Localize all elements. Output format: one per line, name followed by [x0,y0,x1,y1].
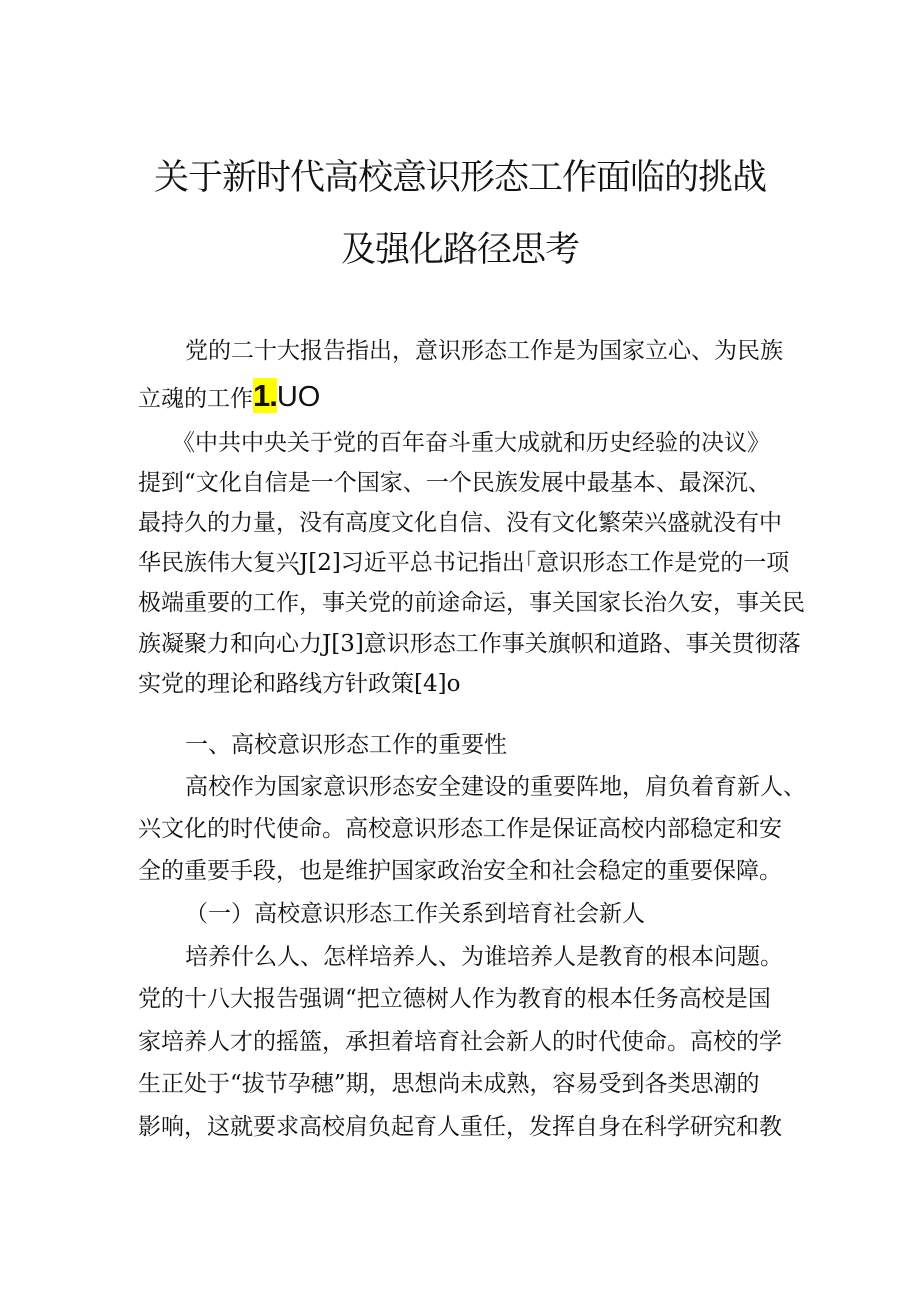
body-line-6: 华民族伟大复兴J[2]习近平总书记指出｢意识形态工作是党的一项 [138,550,790,576]
body-line-2-text: 立魂的工作 [138,386,253,412]
body-line-12: 全的重要手段，也是维护国家政治安全和社会稳定的重要保障。 [138,858,782,884]
body-line-15: 家培养人才的摇篮，承担着培育社会新人的时代使命。高校的学 [138,1029,782,1055]
body-line-13: 培养什么人、怎样培养人、为谁培养人是教育的根本问题。 [185,944,783,970]
body-line-16: 生正处于“拔节孕穗”期，思想尚未成熟，容易受到各类思潮的 [138,1071,760,1097]
highlighted-footnote: 1. [253,378,277,413]
body-line-10: 高校作为国家意识形态安全建设的重要阵地，肩负着育新人、 [185,774,806,800]
body-line-7: 极端重要的工作，事关党的前途命运，事关国家长治久安，事关民 [138,590,805,616]
body-line-2 [138,378,798,414]
body-line-1: 党的二十大报告指出，意识形态工作是为国家立心、为民族 [185,338,783,364]
body-line-5: 最持久的力量，没有高度文化自信、没有文化繁荣兴盛就没有中 [138,510,782,536]
body-line-4: 提到“文化自信是一个国家、一个民族发展中最基本、最深沉、 [138,470,771,496]
document-title-line-1: 关于新时代高校意识形态工作面临的挑战 [153,158,766,198]
subsection-heading-1: （一）高校意识形态工作关系到培育社会新人 [185,901,645,927]
body-line-14: 党的十八大报告强调“把立德树人作为教育的根本任务高校是国 [138,986,771,1012]
section-heading-1: 一、高校意识形态工作的重要性 [185,732,507,758]
body-line-9: 实党的理论和路线方针政策[4]o [138,671,461,697]
body-line-8: 族凝聚力和向心力J[3]意识形态工作事关旗帜和道路、事关贯彻落 [138,631,801,657]
footnote-tail: UO [276,381,321,413]
body-line-11: 兴文化的时代使命。高校意识形态工作是保证高校内部稳定和安 [138,816,782,842]
body-line-3: 《中共中央关于党的百年奋斗重大成就和历史经验的决议》 [172,430,770,456]
document-title-line-2: 及强化路径思考 [340,230,579,270]
body-line-17: 影响，这就要求高校肩负起育人重任，发挥自身在科学研究和教 [138,1114,782,1140]
